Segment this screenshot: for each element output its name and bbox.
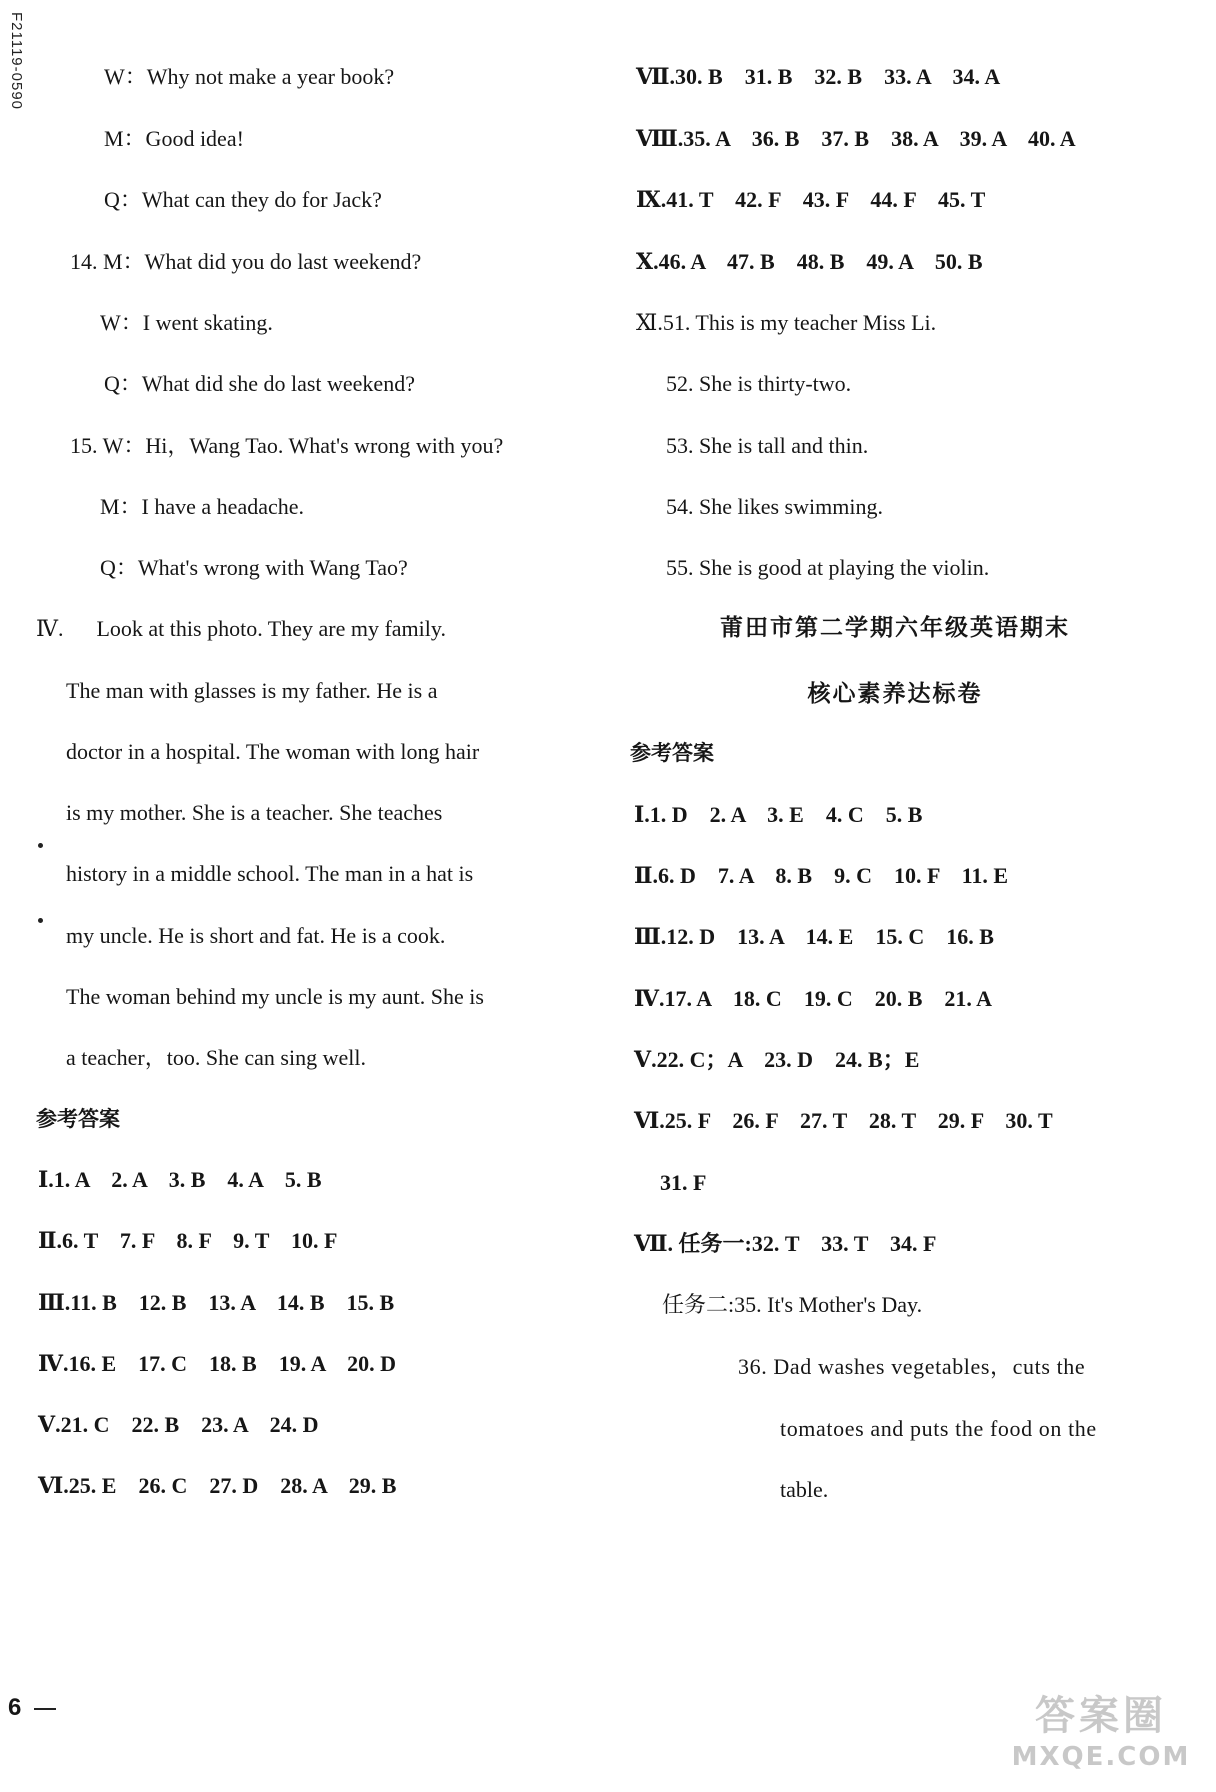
answer-row: Ⅵ.25. E 26. C 27. D 28. A 29. B (38, 1473, 397, 1498)
answer-row: tomatoes and puts the food on the (780, 1416, 1097, 1441)
dialogue-line: Q：What did she do last weekend? (104, 371, 415, 396)
dialogue-line: Q：What can they do for Jack? (104, 187, 382, 212)
margin-mark (38, 843, 43, 848)
answer-row: Ⅱ.6. T 7. F 8. F 9. T 10. F (38, 1228, 338, 1253)
dialogue-line: M：Good idea! (104, 126, 244, 151)
answer-row: Ⅲ.11. B 12. B 13. A 14. B 15. B (38, 1290, 395, 1315)
passage-line: doctor in a hospital. The woman with long hair (66, 739, 480, 764)
passage-line: my uncle. He is short and fat. He is a cook. (66, 923, 446, 948)
answer-row: 52. She is thirty-two. (666, 371, 852, 396)
answer-row: 53. She is tall and thin. (666, 433, 869, 458)
passage-line: The man with glasses is my father. He is a (66, 678, 438, 703)
watermark-logo (996, 1690, 1206, 1786)
watermark-url: MXQE.COM (1011, 1742, 1191, 1772)
answer-row: Ⅶ. 任务一:32. T 33. T 34. F (634, 1231, 937, 1256)
dialogue-line: W：Why not make a year book? (104, 64, 395, 89)
answer-row: Ⅰ.1. D 2. A 3. E 4. C 5. B (634, 802, 923, 827)
answer-row: 31. F (660, 1170, 707, 1195)
answer-row: 55. She is good at playing the violin. (666, 555, 990, 580)
exam-subtitle: 核心素养达标卷 (807, 681, 983, 707)
dialogue-line: 14. M：What did you do last weekend? (70, 249, 422, 274)
dialogue-line: M：I have a headache. (100, 494, 305, 519)
dialogue-line: 15. W：Hi，Wang Tao. What's wrong with you? (70, 433, 504, 458)
answer-row: 任务二:35. It's Mother's Day. (662, 1292, 923, 1317)
dialogue-line: W：I went skating. (100, 310, 273, 335)
answer-row: Ⅵ.25. F 26. F 27. T 28. T 29. F 30. T (634, 1108, 1053, 1133)
passage-line: a teacher，too. She can sing well. (66, 1045, 366, 1070)
answer-row: Ⅶ.30. B 31. B 32. B 33. A 34. A (636, 64, 1001, 89)
margin-mark (38, 918, 43, 923)
answer-row: Ⅺ.51. This is my teacher Miss Li. (636, 310, 937, 335)
page-number: 6 (8, 1694, 22, 1721)
document-code: F21119-0590 (8, 12, 25, 111)
answer-row: Ⅹ.46. A 47. B 48. B 49. A 50. B (636, 249, 983, 274)
exam-title: 莆田市第二学期六年级英语期末 (720, 615, 1070, 641)
answers-label: 参考答案 (630, 741, 714, 765)
answer-row: Ⅴ.22. C；A 23. D 24. B；E (634, 1047, 920, 1072)
passage-line: history in a middle school. The man in a hat is (66, 861, 474, 886)
answer-row: Ⅰ.1. A 2. A 3. B 4. A 5. B (38, 1167, 322, 1192)
answer-row: Ⅷ.35. A 36. B 37. B 38. A 39. A 40. A (636, 126, 1076, 151)
dialogue-line: Q：What's wrong with Wang Tao? (100, 555, 408, 580)
answer-row: Ⅸ.41. T 42. F 43. F 44. F 45. T (636, 187, 986, 212)
answer-row: Ⅲ.12. D 13. A 14. E 15. C 16. B (634, 924, 994, 949)
answer-row: 54. She likes swimming. (666, 494, 883, 519)
watermark-text: 答案圈 (1035, 1693, 1167, 1739)
passage-line: The woman behind my uncle is my aunt. She is (66, 984, 484, 1009)
answer-row: table. (780, 1477, 829, 1502)
answer-row: Ⅱ.6. D 7. A 8. B 9. C 10. F 11. E (634, 863, 1009, 888)
answer-row: Ⅳ.16. E 17. C 18. B 19. A 20. D (38, 1351, 397, 1376)
answer-row: Ⅴ.21. C 22. B 23. A 24. D (38, 1412, 319, 1437)
answer-row: 36. Dad washes vegetables，cuts the (738, 1354, 1086, 1379)
passage-line: Ⅳ. Look at this photo. They are my family. (36, 616, 446, 641)
passage-line: is my mother. She is a teacher. She teaches (66, 800, 443, 825)
page-number-dash (34, 1708, 56, 1710)
answer-row: Ⅳ.17. A 18. C 19. C 20. B 21. A (634, 986, 993, 1011)
answers-label: 参考答案 (36, 1107, 120, 1131)
